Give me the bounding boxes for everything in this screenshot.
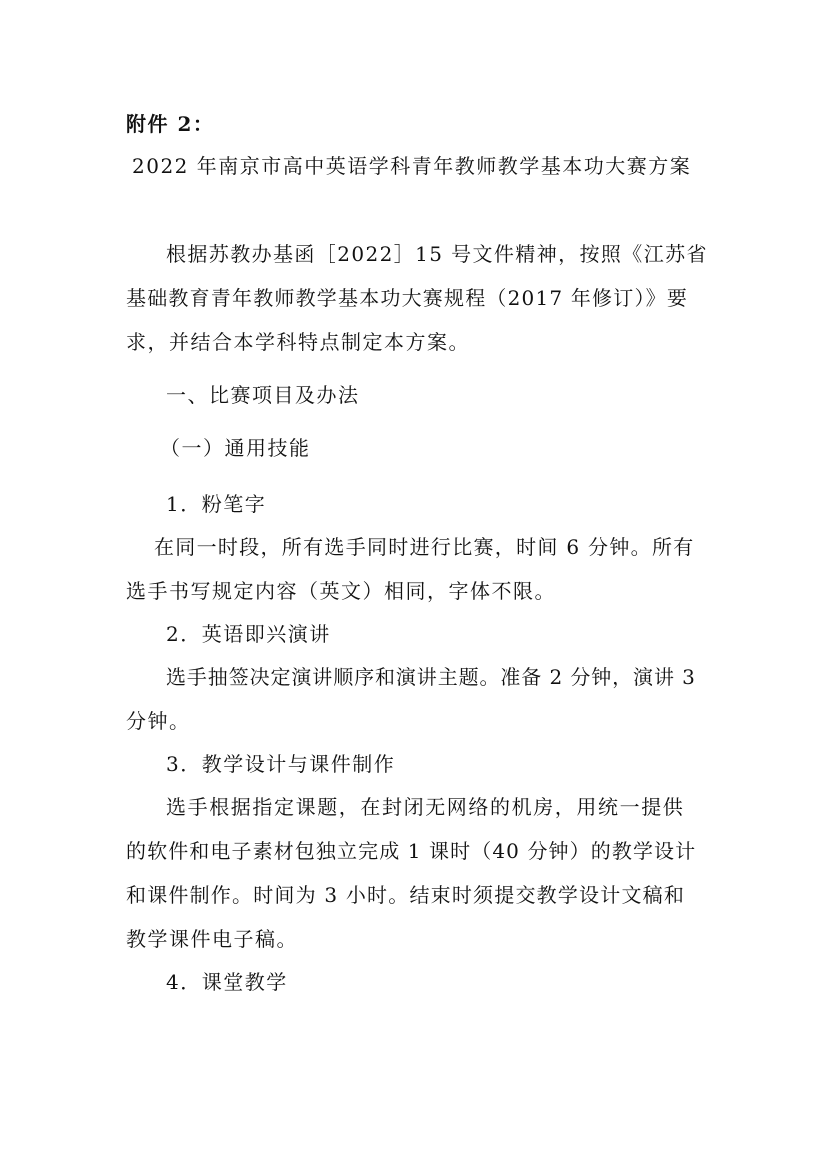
item-2-heading: 2．英语即兴演讲 (166, 622, 331, 646)
section-heading: 一、比赛项目及办法 (166, 383, 360, 407)
item-4-heading: 4．课堂教学 (166, 970, 288, 994)
item-2-line-2: 分钟。 (126, 709, 191, 733)
subsection-heading: （一）通用技能 (160, 436, 311, 460)
item-3-heading: 3．教学设计与课件制作 (166, 752, 396, 776)
item-3-line-2: 的软件和电子素材包独立完成 1 课时（40 分钟）的教学设计 (126, 839, 697, 863)
item-2-line-1: 选手抽签决定演讲顺序和演讲主题。准备 2 分钟，演讲 3 (166, 665, 696, 689)
intro-line-3: 求，并结合本学科特点制定本方案。 (126, 330, 470, 354)
item-3-line-3: 和课件制作。时间为 3 小时。结束时须提交教学设计文稿和 (126, 883, 686, 907)
item-1-line-2: 选手书写规定内容（英文）相同，字体不限。 (126, 579, 556, 603)
item-1-line-1: 在同一时段，所有选手同时进行比赛，时间 6 分钟。所有 (154, 535, 695, 559)
item-1-heading: 1．粉笔字 (166, 492, 267, 516)
item-3-line-1: 选手根据指定课题，在封闭无网络的机房，用统一提供 (166, 795, 685, 819)
item-3-line-4: 教学课件电子稿。 (126, 927, 298, 951)
attachment-label: 附件 2： (126, 112, 215, 136)
intro-line-2: 基础教育青年教师教学基本功大赛规程（2017 年修订）》要 (126, 286, 689, 310)
document-title: 2022 年南京市高中英语学科青年教师教学基本功大赛方案 (132, 154, 692, 178)
intro-line-1: 根据苏教办基函［2022］15 号文件精神，按照《江苏省 (166, 242, 708, 266)
